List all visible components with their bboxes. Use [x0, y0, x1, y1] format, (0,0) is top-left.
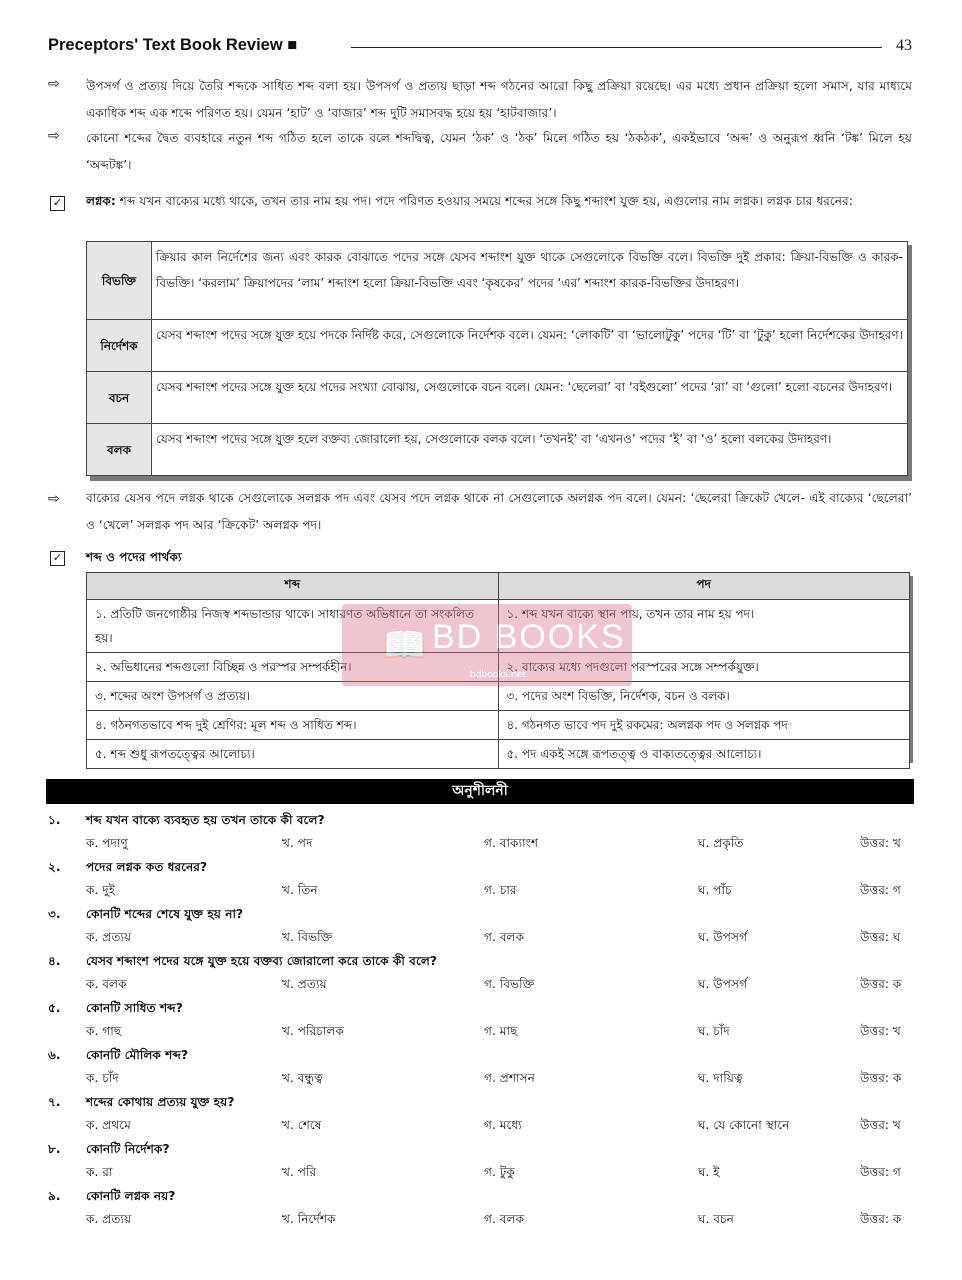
salagnak-paragraph: বাক্যের যেসব পদে লগ্নক থাকে সেগুলোকে সলগ্নক পদ এবং যেসব পদে লগ্নক থাকে না সেগুলোকে অলগ্নক পদ বলে। যেমন: ‘ছেলেরা ক্রিকেট খেলে- এই বাক্যের ‘ছেলেরা’ ও ‘খেলে’ সলগ্নক পদ আর ‘ক্রিকেট’ অলগ্নক পদ।	[86, 491, 912, 532]
lagnak-text: শব্দ যখন বাক্যের মধ্যে থাকে, তখন তার নাম হয় পদ। পদে পরিণত হওয়ার সময়ে শব্দের সঙ্গে কিছু শব্দাংশ যুক্ত হয়, এগুলোর নাম লগ্নক। লগ্নক চার ধরনের:	[115, 194, 853, 208]
lagnak-types-table	[86, 241, 908, 476]
table-cell: ৪. গঠনগতভাবে শব্দ দুই শ্রেণির: মূল শব্দ ও সাধিত শব্দ।	[87, 711, 499, 740]
option-c: গ. চার	[484, 883, 517, 897]
row-label: বচন	[87, 372, 152, 424]
table-row	[87, 600, 910, 653]
option-a: ক. দুই	[86, 883, 116, 897]
option-d: ঘ. প্রকৃতি	[698, 836, 744, 850]
table-row	[87, 320, 908, 372]
question-number: ৫.	[48, 1001, 61, 1015]
table-cell: ৪. গঠনগত ভাবে পদ দুই রকমের: অলগ্নক পদ ও সলগ্নক পদ	[498, 711, 910, 740]
option-c: গ. বলক	[484, 930, 525, 944]
answer: উত্তর: খ	[860, 836, 901, 850]
table-row	[87, 740, 910, 769]
table-row	[87, 682, 910, 711]
column-header: পদ	[498, 573, 910, 600]
section-title: শব্দ ও পদের পার্থক্য	[86, 550, 182, 564]
row-text: যেসব শব্দাংশ পদের সঙ্গে যুক্ত হয়ে পদকে নির্দিষ্ট করে, সেগুলোকে নির্দেশক বলে। যেমন: ‘লোকটি’ বা ‘ভালোটুকু’ পদের ‘টি’ বা ‘টুকু’ হলো নির্দেশকের উদাহরণ।	[152, 320, 908, 372]
arrow-bullet-icon: ⇨	[48, 76, 60, 92]
intro-paragraph-2: কোনো শব্দের দ্বৈত ব্যবহারে নতুন শব্দ গঠিত হলে তাকে বলে শব্দদ্বিত্ব, যেমন ‘ঠক’ ও ‘ঠক’ মিলে গঠিত হয় ‘ঠকঠক’, একইভাবে ‘অব্দ’ ও অনুরূপ ধ্বনি ‘টঙ্ক’ মিলে হয় ‘অব্দটঙ্ক’।	[86, 131, 912, 172]
question-text: কোনটি শব্দের শেষে যুক্ত হয় না?	[86, 907, 244, 921]
option-b: খ. বন্ধুত্ব	[282, 1071, 323, 1085]
question-text: শব্দ যখন বাক্যে ব্যবহৃত হয় তখন তাকে কী বলে?	[86, 813, 325, 827]
question-number: ৭.	[48, 1095, 61, 1109]
lagnak-paragraph	[86, 188, 912, 215]
question-text: যেসব শব্দাংশ পদের যঙ্গে যুক্ত হয়ে বক্তব্য জোরালো করে তাকে কী বলে?	[86, 954, 437, 968]
option-c: গ. মধ্যে	[484, 1118, 522, 1132]
table-cell: ২. বাক্যের মধ্যে পদগুলো পরস্পরের সঙ্গে সম্পর্কযুক্ত।	[498, 653, 910, 682]
intro-paragraph-1: উপসর্গ ও প্রত্যয় দিয়ে তৈরি শব্দকে সাধিত শব্দ বলা হয়। উপসর্গ ও প্রত্যয় ছাড়া শব্দ গঠনের আরো কিছু প্রক্রিয়া রয়েছে। এর মধ্যে প্রধান প্রক্রিয়া হলো সমাস, যার মাধ্যমে একাধিক শব্দ এক শব্দে পরিণত হয়। যেমন ‘হাট’ ও ‘বাজার’ শব্দ দুটি সমাসবদ্ধ হয়ে হয় ‘হাটবাজার’।	[86, 79, 912, 120]
option-a: ক. প্রত্যয়	[86, 930, 132, 944]
question-number: ৪.	[48, 954, 61, 968]
option-b: খ. তিন	[282, 883, 318, 897]
question-text: পদের লগ্নক কত ধরনের?	[86, 860, 208, 874]
answer: উত্তর: গ	[860, 883, 901, 897]
question-number: ৬.	[48, 1048, 61, 1062]
row-text: যেসব শব্দাংশ পদের সঙ্গে যুক্ত হলে বক্তব্য জোরালো হয়, সেগুলোকে বলক বলে। ‘তখনই’ বা ‘এখনও’ পদের ‘ই’ বা ‘ও’ হলো বলকের উদাহরণ।	[152, 424, 908, 476]
question-text: শব্দের কোথায় প্রত্যয় যুক্ত হয়?	[86, 1095, 235, 1109]
column-header: শব্দ	[87, 573, 499, 600]
option-c: গ. বাক্যাংশ	[484, 836, 539, 850]
table-row	[87, 424, 908, 476]
option-b: খ. পরিচালক	[282, 1024, 344, 1038]
option-a: ক. রা	[86, 1165, 113, 1179]
table-cell: ১. শব্দ যখন বাক্যে স্থান পায়, তখন তার নাম হয় পদ।	[498, 600, 910, 653]
answer: উত্তর: খ	[860, 1118, 901, 1132]
word-vs-pod-table	[86, 572, 910, 769]
option-d: ঘ. উপসর্গ	[698, 977, 748, 991]
option-a: ক. গাছ	[86, 1024, 122, 1038]
option-d: ঘ. বচন	[698, 1212, 734, 1226]
row-text: যেসব শব্দাংশ পদের সঙ্গে যুক্ত হয়ে পদের সংখ্যা বোঝায়, সেগুলোকে বচন বলে। যেমন: ‘ছেলেরা’ বা ‘বইগুলো’ পদের ‘রা’ বা ‘গুলো’ হলো বচনের উদাহরণ।	[152, 372, 908, 424]
exercise-title-bar: অনুশীলনী	[46, 779, 914, 804]
question-text: কোনটি লগ্নক নয়?	[86, 1189, 176, 1203]
table-row	[87, 653, 910, 682]
arrow-bullet-icon: ⇨	[48, 128, 60, 144]
option-c: গ. বিভক্তি	[484, 977, 535, 991]
table-cell: ১. প্রতিটি জনগোষ্ঠীর নিজস্ব শব্দভান্ডার থাকে। সাধারণত অভিধানে তা সংকলিত হয়।	[87, 600, 499, 653]
watermark-text: BD BOOKS	[432, 618, 626, 656]
option-c: গ. টুকু	[484, 1165, 515, 1179]
answer: উত্তর: ক	[860, 1071, 902, 1085]
answer: উত্তর: ক	[860, 1212, 902, 1226]
answer: উত্তর: গ	[860, 1165, 901, 1179]
arrow-bullet-icon: ⇨	[48, 491, 60, 507]
table-cell: ৫. পদ একই সঙ্গে রূপতত্ত্ব ও বাক্যতত্ত্বের আলোচ্য।	[498, 740, 910, 769]
table-row	[87, 711, 910, 740]
question-number: ৩.	[48, 907, 61, 921]
table-row	[87, 242, 908, 320]
question-number: ১.	[48, 813, 61, 827]
table-cell: ৩. শব্দের অংশ উপসর্গ ও প্রত্যয়।	[87, 682, 499, 711]
table-cell: ২. অভিধানের শব্দগুলো বিচ্ছিন্ন ও পরস্পর সম্পর্কহীন।	[87, 653, 499, 682]
question-text: কোনটি মৌলিক শব্দ?	[86, 1048, 189, 1062]
option-d: ঘ. উপসর্গ	[698, 930, 748, 944]
question-number: ৯.	[48, 1189, 61, 1203]
answer: উত্তর: খ	[860, 1024, 901, 1038]
watermark-url: bdbooks.net	[470, 670, 526, 680]
checkbox-icon: ✓	[50, 551, 65, 566]
question-number: ৮.	[48, 1142, 61, 1156]
question-number: ২.	[48, 860, 61, 874]
option-c: গ. প্রশাসন	[484, 1071, 535, 1085]
row-text: ক্রিয়ার কাল নির্দেশের জন্য এবং কারক বোঝাতে পদের সঙ্গে যেসব শব্দাংশ যুক্ত থাকে সেগুলোকে বিভক্তি বলে। বিভক্তি দুই প্রকার: ক্রিয়া-বিভক্তি ও কারক-বিভক্তি। ‘করলাম’ ক্রিয়াপদের ‘লাম’ শব্দাংশ হলো ক্রিয়া-বিভক্তি এবং ‘কৃষকের’ পদের ‘এর’ শব্দাংশ কারক-বিভক্তির উদাহরণ।	[152, 242, 908, 320]
option-a: ক. চাঁদ	[86, 1071, 119, 1085]
option-d: ঘ. যে কোনো স্থানে	[698, 1118, 790, 1132]
option-a: ক. বলক	[86, 977, 127, 991]
question-text: কোনটি সাধিত শব্দ?	[86, 1001, 183, 1015]
option-b: খ. শেষে	[282, 1118, 322, 1132]
option-a: ক. প্রত্যয়	[86, 1212, 132, 1226]
option-b: খ. প্রত্যয়	[282, 977, 327, 991]
option-b: খ. নির্দেশক	[282, 1212, 336, 1226]
option-d: ঘ. দায়িত্ব	[698, 1071, 743, 1085]
option-d: ঘ. চাঁদ	[698, 1024, 730, 1038]
table-cell: ৫. শব্দ শুধু রূপতত্ত্বের আলোচ্য।	[87, 740, 499, 769]
page-header	[48, 36, 912, 60]
table-header-row	[87, 573, 910, 600]
row-label: বলক	[87, 424, 152, 476]
page-number: 43	[896, 37, 912, 54]
header-rule	[351, 47, 882, 48]
header-title: Preceptors' Text Book Review ■	[48, 36, 298, 54]
lagnak-label: লগ্নক:	[86, 194, 116, 208]
checkbox-icon: ✓	[50, 196, 65, 211]
question-text: কোনটি নির্দেশক?	[86, 1142, 170, 1156]
row-label: নির্দেশক	[87, 320, 152, 372]
table-cell: ৩. পদের অংশ বিভক্তি, নির্দেশক, বচন ও বলক।	[498, 682, 910, 711]
option-d: ঘ. পাঁচ	[698, 883, 732, 897]
option-d: ঘ. ই	[698, 1165, 720, 1179]
option-c: গ. বলক	[484, 1212, 525, 1226]
option-a: ক. পদাণু	[86, 836, 128, 850]
table-row	[87, 372, 908, 424]
option-b: খ. পদ	[282, 836, 313, 850]
option-c: গ. মাছ	[484, 1024, 518, 1038]
option-a: ক. প্রথমে	[86, 1118, 131, 1132]
option-b: খ. পরি	[282, 1165, 317, 1179]
option-b: খ. বিভক্তি	[282, 930, 333, 944]
answer: উত্তর: ক	[860, 977, 902, 991]
answer: উত্তর: ঘ	[860, 930, 901, 944]
row-label: বিভক্তি	[87, 242, 152, 320]
book-icon: 📖	[382, 625, 427, 666]
